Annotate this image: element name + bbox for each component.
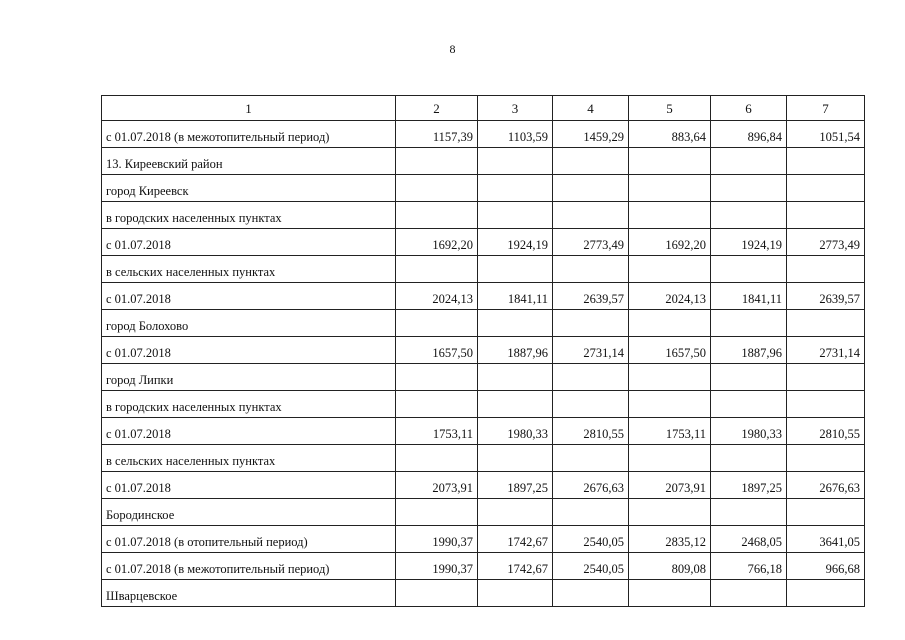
value-cell <box>478 202 553 229</box>
table-row <box>102 229 865 256</box>
table-row <box>102 418 865 445</box>
value-cell <box>711 148 787 175</box>
column-header: 1 <box>102 96 396 121</box>
value-cell: 1990,37 <box>396 553 478 580</box>
value-cell <box>787 148 865 175</box>
table-row <box>102 337 865 364</box>
value-cell <box>787 391 865 418</box>
value-cell <box>478 148 553 175</box>
value-cell: 1459,29 <box>553 121 629 148</box>
value-cell <box>553 580 629 607</box>
value-cell: 1897,25 <box>478 472 553 499</box>
value-cell: 1692,20 <box>629 229 711 256</box>
value-cell <box>711 310 787 337</box>
value-cell <box>711 256 787 283</box>
value-cell <box>629 391 711 418</box>
value-cell: 2540,05 <box>553 526 629 553</box>
value-cell <box>553 364 629 391</box>
value-cell <box>553 148 629 175</box>
value-cell <box>787 175 865 202</box>
value-cell: 2639,57 <box>787 283 865 310</box>
value-cell: 2731,14 <box>553 337 629 364</box>
value-cell <box>629 310 711 337</box>
value-cell <box>396 364 478 391</box>
value-cell <box>711 364 787 391</box>
value-cell: 1841,11 <box>478 283 553 310</box>
row-label-cell: с 01.07.2018 <box>102 229 396 256</box>
value-cell: 1924,19 <box>711 229 787 256</box>
value-cell: 1753,11 <box>629 418 711 445</box>
table-row <box>102 472 865 499</box>
value-cell <box>629 580 711 607</box>
value-cell <box>629 256 711 283</box>
value-cell: 1692,20 <box>396 229 478 256</box>
row-label-cell: Шварцевское <box>102 580 396 607</box>
value-cell: 1157,39 <box>396 121 478 148</box>
row-label-cell: с 01.07.2018 (в отопительный период) <box>102 526 396 553</box>
row-label-cell: город Липки <box>102 364 396 391</box>
row-label-cell: город Киреевск <box>102 175 396 202</box>
value-cell <box>629 202 711 229</box>
value-cell <box>396 580 478 607</box>
value-cell: 1887,96 <box>478 337 553 364</box>
value-cell <box>711 391 787 418</box>
value-cell <box>553 310 629 337</box>
table-header-row <box>102 96 865 121</box>
value-cell: 2024,13 <box>629 283 711 310</box>
row-label-cell: в городских населенных пунктах <box>102 391 396 418</box>
value-cell <box>396 310 478 337</box>
value-cell: 2024,13 <box>396 283 478 310</box>
value-cell: 2773,49 <box>787 229 865 256</box>
value-cell <box>787 499 865 526</box>
value-cell <box>787 202 865 229</box>
value-cell <box>396 148 478 175</box>
column-header: 4 <box>553 96 629 121</box>
table-row <box>102 499 865 526</box>
value-cell: 1841,11 <box>711 283 787 310</box>
value-cell: 1980,33 <box>711 418 787 445</box>
value-cell <box>787 580 865 607</box>
table-row <box>102 580 865 607</box>
row-label-cell: в сельских населенных пунктах <box>102 445 396 472</box>
column-header: 2 <box>396 96 478 121</box>
value-cell: 2540,05 <box>553 553 629 580</box>
value-cell <box>711 175 787 202</box>
column-header: 7 <box>787 96 865 121</box>
table-row <box>102 148 865 175</box>
table-row <box>102 121 865 148</box>
value-cell <box>396 445 478 472</box>
value-cell <box>396 202 478 229</box>
value-cell: 766,18 <box>711 553 787 580</box>
column-header: 5 <box>629 96 711 121</box>
value-cell: 2676,63 <box>553 472 629 499</box>
value-cell: 1897,25 <box>711 472 787 499</box>
page-number: 8 <box>449 42 456 56</box>
value-cell <box>629 499 711 526</box>
value-cell <box>396 256 478 283</box>
tariff-table <box>101 95 865 607</box>
value-cell: 1657,50 <box>629 337 711 364</box>
value-cell: 2468,05 <box>711 526 787 553</box>
value-cell <box>711 499 787 526</box>
value-cell <box>478 445 553 472</box>
table-row <box>102 445 865 472</box>
value-cell <box>553 391 629 418</box>
value-cell: 2731,14 <box>787 337 865 364</box>
value-cell: 966,68 <box>787 553 865 580</box>
value-cell <box>478 175 553 202</box>
table-row <box>102 283 865 310</box>
value-cell <box>478 364 553 391</box>
row-label-cell: город Болохово <box>102 310 396 337</box>
value-cell: 896,84 <box>711 121 787 148</box>
value-cell <box>553 499 629 526</box>
value-cell <box>553 256 629 283</box>
value-cell: 809,08 <box>629 553 711 580</box>
row-label-cell: с 01.07.2018 <box>102 472 396 499</box>
value-cell: 2073,91 <box>629 472 711 499</box>
value-cell: 2676,63 <box>787 472 865 499</box>
value-cell: 1742,67 <box>478 526 553 553</box>
column-header: 3 <box>478 96 553 121</box>
value-cell: 1742,67 <box>478 553 553 580</box>
value-cell <box>396 391 478 418</box>
row-label-cell: с 01.07.2018 (в межотопительный период) <box>102 121 396 148</box>
row-label-cell: в городских населенных пунктах <box>102 202 396 229</box>
value-cell <box>629 364 711 391</box>
table-row <box>102 256 865 283</box>
table-row <box>102 391 865 418</box>
column-header: 6 <box>711 96 787 121</box>
table-row <box>102 202 865 229</box>
value-cell <box>396 175 478 202</box>
value-cell <box>478 580 553 607</box>
value-cell: 3641,05 <box>787 526 865 553</box>
value-cell: 1924,19 <box>478 229 553 256</box>
value-cell: 2810,55 <box>553 418 629 445</box>
table-row <box>102 526 865 553</box>
value-cell <box>787 310 865 337</box>
value-cell: 2639,57 <box>553 283 629 310</box>
value-cell <box>553 175 629 202</box>
row-label-cell: с 01.07.2018 <box>102 337 396 364</box>
row-label-cell: с 01.07.2018 <box>102 283 396 310</box>
row-label-cell: с 01.07.2018 <box>102 418 396 445</box>
value-cell: 1103,59 <box>478 121 553 148</box>
value-cell <box>787 256 865 283</box>
value-cell <box>787 445 865 472</box>
row-label-cell: Бородинское <box>102 499 396 526</box>
value-cell <box>478 391 553 418</box>
table-row <box>102 310 865 337</box>
value-cell <box>396 499 478 526</box>
table-row <box>102 553 865 580</box>
value-cell <box>629 148 711 175</box>
row-label-cell: 13. Киреевский район <box>102 148 396 175</box>
value-cell <box>478 256 553 283</box>
value-cell: 2810,55 <box>787 418 865 445</box>
value-cell <box>553 202 629 229</box>
value-cell <box>711 445 787 472</box>
value-cell <box>629 175 711 202</box>
value-cell: 1990,37 <box>396 526 478 553</box>
value-cell: 1980,33 <box>478 418 553 445</box>
value-cell: 1887,96 <box>711 337 787 364</box>
value-cell <box>711 580 787 607</box>
value-cell <box>787 364 865 391</box>
row-label-cell: с 01.07.2018 (в межотопительный период) <box>102 553 396 580</box>
value-cell: 883,64 <box>629 121 711 148</box>
value-cell: 2835,12 <box>629 526 711 553</box>
value-cell <box>629 445 711 472</box>
table-row <box>102 175 865 202</box>
value-cell: 1657,50 <box>396 337 478 364</box>
table-row <box>102 364 865 391</box>
value-cell <box>711 202 787 229</box>
value-cell <box>553 445 629 472</box>
value-cell <box>478 499 553 526</box>
value-cell: 2073,91 <box>396 472 478 499</box>
value-cell: 2773,49 <box>553 229 629 256</box>
value-cell: 1051,54 <box>787 121 865 148</box>
value-cell <box>478 310 553 337</box>
row-label-cell: в сельских населенных пунктах <box>102 256 396 283</box>
value-cell: 1753,11 <box>396 418 478 445</box>
